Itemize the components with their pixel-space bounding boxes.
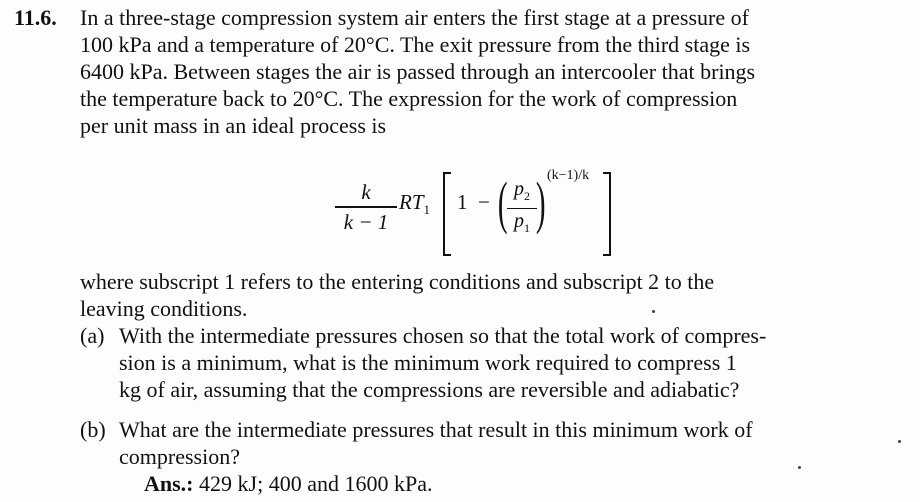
p2-subscript: 2: [524, 189, 530, 203]
p1-symbol: p: [514, 210, 524, 233]
print-speck: [798, 466, 801, 469]
intro-line: per unit mass in an ideal process is: [80, 113, 387, 138]
rt-symbol: RT: [399, 190, 424, 214]
one-term: 1: [457, 190, 468, 214]
pressure-ratio: [507, 178, 537, 239]
fraction-numerator: k: [361, 180, 371, 204]
answer-label: Ans.:: [144, 471, 194, 496]
exponent: (k−1)/k: [547, 168, 590, 183]
k-fraction: [335, 180, 397, 234]
intro-line: 6400 kPa. Between stages the air is passed through an intercooler that brings: [80, 59, 756, 84]
rt-subscript: 1: [423, 202, 431, 218]
pressure-ratio-numerator: [507, 178, 537, 207]
left-paren: (: [497, 170, 508, 235]
item-line: compression?: [119, 444, 240, 469]
print-speck: [898, 440, 901, 443]
item-a-label: (a): [80, 323, 105, 348]
fraction-denominator: k − 1: [343, 209, 389, 234]
work-equation: [335, 168, 635, 260]
intro-line: In a three-stage compression system air enters the first stage at a pressure of: [80, 5, 749, 30]
p2-symbol: p: [514, 178, 524, 200]
right-paren: ): [535, 170, 546, 235]
item-b-text: [119, 416, 869, 470]
item-line: What are the intermediate pressures that result in this minimum work of: [119, 417, 753, 442]
intro-line: the temperature back to 20°C. The expression for the work of compression: [80, 86, 738, 111]
answer-text: 429 kJ; 400 and 1600 kPa.: [199, 471, 433, 496]
where-line: where subscript 1 refers to the entering conditions and subscript 2 to the: [80, 269, 715, 294]
p1-subscript: 1: [524, 221, 530, 236]
item-line: kg of air, assuming that the compressions are reversible and adiabatic?: [119, 377, 740, 402]
item-line: sion is a minimum, what is the minimum work required to compress 1: [119, 350, 737, 375]
print-speck: [652, 310, 655, 313]
item-b-label: (b): [80, 417, 106, 442]
where-line: leaving conditions.: [80, 296, 248, 321]
problem-number: 11.6.: [14, 5, 57, 30]
where-paragraph: [80, 268, 880, 322]
item-line: With the intermediate pressures chosen so that the total work of compres-: [119, 323, 767, 348]
fraction-bar: [335, 206, 397, 208]
pressure-ratio-denominator: [507, 210, 537, 239]
left-bracket: [443, 172, 451, 256]
minus-sign: −: [478, 190, 490, 214]
pressure-ratio-bar: [507, 208, 537, 209]
right-bracket: [603, 172, 611, 256]
problem-intro: [80, 4, 880, 139]
item-a-text: [119, 322, 869, 403]
rt-term: [399, 190, 430, 222]
answer: [144, 470, 432, 497]
intro-line: 100 kPa and a temperature of 20°C. The exit pressure from the third stage is: [80, 32, 751, 57]
